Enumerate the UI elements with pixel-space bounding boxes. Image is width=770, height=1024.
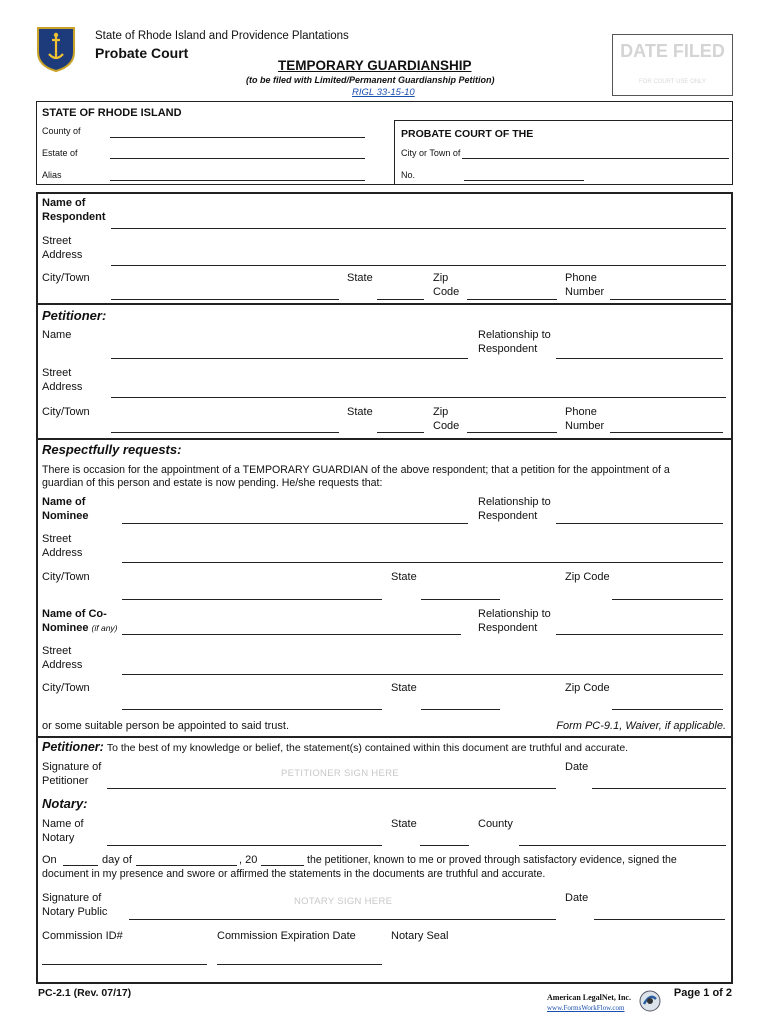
caption-top-rule bbox=[394, 120, 733, 121]
respondent-city-field[interactable] bbox=[111, 299, 339, 300]
notary-name-field[interactable] bbox=[107, 845, 382, 846]
state-name: State of Rhode Island and Providence Plantations bbox=[95, 30, 349, 42]
publisher-url[interactable]: www.FormsWorkFlow.com bbox=[547, 1004, 625, 1012]
notary-county-label: County bbox=[478, 818, 513, 830]
nominee-state-field[interactable] bbox=[421, 599, 500, 600]
respondent-phone-field[interactable] bbox=[610, 299, 726, 300]
commission-expiration-label: Commission Expiration Date bbox=[217, 930, 356, 942]
nominee-name-field[interactable] bbox=[122, 523, 468, 524]
waiver-form-note: Form PC-9.1, Waiver, if applicable. bbox=[556, 720, 726, 732]
petitioner-signature-label: Signature of Petitioner bbox=[42, 761, 102, 787]
rule-requests bbox=[36, 438, 733, 440]
petitioner-relationship-label: Relationship to Respondent bbox=[478, 329, 551, 355]
co-nominee-street-field[interactable] bbox=[122, 674, 723, 675]
petitioner-state-field[interactable] bbox=[377, 432, 424, 433]
petitioner-date-label: Date bbox=[565, 761, 589, 773]
nominee-relationship-label: Relationship to Respondent bbox=[478, 496, 551, 522]
oath-on-label: On bbox=[42, 854, 57, 866]
court-name: Probate Court bbox=[95, 45, 189, 61]
publisher-name: American LegalNet, Inc. bbox=[547, 993, 631, 1002]
co-nominee-name-field[interactable] bbox=[122, 634, 461, 635]
petitioner-city-label: City/Town bbox=[42, 406, 90, 418]
rule-verification bbox=[36, 736, 733, 738]
county-label: County of bbox=[42, 126, 81, 136]
alias-field[interactable] bbox=[110, 180, 365, 181]
caption-divider bbox=[394, 120, 395, 185]
nominee-relationship-field[interactable] bbox=[556, 523, 723, 524]
nominee-street-label: Street Address bbox=[42, 533, 83, 559]
respondent-zip-label: Zip Code bbox=[433, 272, 460, 298]
oath-year-prefix: , 20 bbox=[239, 854, 258, 866]
notary-signature-field[interactable] bbox=[129, 919, 556, 920]
co-nominee-state-label: State bbox=[391, 682, 417, 694]
co-nominee-city-field[interactable] bbox=[122, 709, 382, 710]
petitioner-state-label: State bbox=[347, 406, 373, 418]
co-nominee-street-label: Street Address bbox=[42, 645, 83, 671]
nominee-city-label: City/Town bbox=[42, 571, 90, 583]
page-number: Page 1 of 2 bbox=[673, 987, 732, 999]
petitioner-heading: Petitioner: bbox=[42, 308, 107, 323]
commission-id-field[interactable] bbox=[42, 964, 207, 965]
respondent-name-label: Name of Respondent bbox=[42, 197, 106, 223]
publisher-badge bbox=[541, 988, 663, 1016]
rule-petitioner bbox=[36, 303, 733, 305]
form-subtitle: (to be filed with Limited/Permanent Guardianship Petition) bbox=[246, 75, 495, 85]
co-nominee-state-field[interactable] bbox=[421, 709, 500, 710]
co-nominee-zip-label: Zip Code bbox=[565, 682, 610, 694]
court-use-label: FOR COURT USE ONLY bbox=[638, 79, 706, 85]
notary-heading: Notary: bbox=[42, 796, 88, 811]
petitioner-zip-field[interactable] bbox=[467, 432, 557, 433]
date-filed-box bbox=[612, 34, 733, 96]
respondent-name-field[interactable] bbox=[111, 228, 726, 229]
petitioner-verification-label: Petitioner: bbox=[42, 740, 104, 754]
oath-year-field[interactable] bbox=[261, 865, 304, 866]
notary-signature-label: Signature of Notary Public bbox=[42, 892, 108, 918]
notary-sign-here-hint: NOTARY SIGN HERE bbox=[294, 896, 393, 907]
alias-label: Alias bbox=[42, 170, 62, 180]
case-no-field[interactable] bbox=[464, 180, 584, 181]
co-nominee-name-label: Name of Co- Nominee (if any) bbox=[42, 608, 118, 634]
requests-text-line2: guardian of this person and estate is now pending. He/she requests that: bbox=[42, 477, 383, 489]
notary-name-label: Name of Notary bbox=[42, 818, 84, 844]
respondent-state-label: State bbox=[347, 272, 373, 284]
probate-court-of-label: PROBATE COURT OF THE bbox=[401, 128, 534, 140]
nominee-street-field[interactable] bbox=[122, 562, 723, 563]
estate-field[interactable] bbox=[110, 158, 365, 159]
commission-id-label: Commission ID# bbox=[42, 930, 123, 942]
city-or-town-label: City or Town of bbox=[401, 148, 461, 158]
commission-expiration-field[interactable] bbox=[217, 964, 382, 965]
co-nominee-zip-field[interactable] bbox=[612, 709, 723, 710]
petitioner-city-field[interactable] bbox=[111, 432, 339, 433]
verification-statement: Petitioner: To the best of my knowledge or belief, the statement(s) contained within this document are truthful and accurate. bbox=[42, 740, 629, 754]
nominee-zip-field[interactable] bbox=[612, 599, 723, 600]
rigl-link[interactable]: RIGL 33-15-10 bbox=[352, 87, 415, 98]
nominee-state-label: State bbox=[391, 571, 417, 583]
co-nominee-relationship-label: Relationship to Respondent bbox=[478, 608, 551, 634]
notary-state-field[interactable] bbox=[420, 845, 469, 846]
nominee-city-field[interactable] bbox=[122, 599, 382, 600]
oath-month-field[interactable] bbox=[136, 865, 237, 866]
petitioner-sign-here-hint: PETITIONER SIGN HERE bbox=[281, 768, 399, 779]
oath-text-line2: document in my presence and swore or affirmed the statements in the documents are truthful and accurate. bbox=[42, 868, 546, 880]
petitioner-street-label: Street Address bbox=[42, 367, 83, 393]
estate-label: Estate of bbox=[42, 148, 78, 158]
petitioner-name-label: Name bbox=[42, 329, 72, 341]
respondent-street-label: Street Address bbox=[42, 235, 83, 261]
petitioner-street-field[interactable] bbox=[111, 397, 726, 398]
date-filed-label: DATE FILED bbox=[620, 41, 725, 61]
co-nominee-city-label: City/Town bbox=[42, 682, 90, 694]
petitioner-name-field[interactable] bbox=[111, 358, 468, 359]
oath-text-line1: the petitioner, known to me or proved through satisfactory evidence, signed the bbox=[307, 854, 677, 866]
petitioner-date-field[interactable] bbox=[592, 788, 726, 789]
co-nominee-relationship-field[interactable] bbox=[556, 634, 723, 635]
nominee-zip-label: Zip Code bbox=[565, 571, 610, 583]
case-no-label: No. bbox=[401, 170, 416, 180]
state-seal-logo bbox=[36, 24, 76, 72]
petitioner-phone-label: Phone Number bbox=[565, 406, 605, 432]
petitioner-phone-field[interactable] bbox=[610, 432, 723, 433]
requests-heading: Respectfully requests: bbox=[42, 442, 182, 457]
form-title: TEMPORARY GUARDIANSHIP bbox=[278, 58, 472, 73]
notary-date-label: Date bbox=[565, 892, 589, 904]
petitioner-signature-field[interactable] bbox=[107, 788, 556, 789]
petitioner-zip-label: Zip Code bbox=[433, 406, 460, 432]
notary-state-label: State bbox=[391, 818, 417, 830]
notary-date-field[interactable] bbox=[594, 919, 725, 920]
publisher-logo-icon bbox=[639, 990, 661, 1012]
oath-day-of-label: day of bbox=[102, 854, 132, 866]
oath-day-field[interactable] bbox=[63, 865, 98, 866]
petitioner-relationship-field[interactable] bbox=[556, 358, 723, 359]
city-or-town-field[interactable] bbox=[462, 158, 729, 159]
county-field[interactable] bbox=[110, 137, 365, 138]
notary-county-field[interactable] bbox=[519, 845, 726, 846]
notary-seal-label: Notary Seal bbox=[391, 930, 449, 942]
respondent-phone-label: Phone Number bbox=[565, 272, 605, 298]
respondent-state-field[interactable] bbox=[377, 299, 424, 300]
respondent-zip-field[interactable] bbox=[467, 299, 557, 300]
form-number: PC-2.1 (Rev. 07/17) bbox=[38, 987, 132, 999]
nominee-name-label: Name of Nominee bbox=[42, 496, 89, 522]
requests-text-line1: There is occasion for the appointment of a TEMPORARY GUARDIAN of the above respondent; that a petition for the appointment of a bbox=[42, 464, 670, 476]
respondent-city-label: City/Town bbox=[42, 272, 90, 284]
state-heading: STATE OF RHODE ISLAND bbox=[42, 107, 182, 119]
trust-statement: or some suitable person be appointed to said trust. bbox=[42, 720, 290, 732]
respondent-street-field[interactable] bbox=[111, 265, 726, 266]
